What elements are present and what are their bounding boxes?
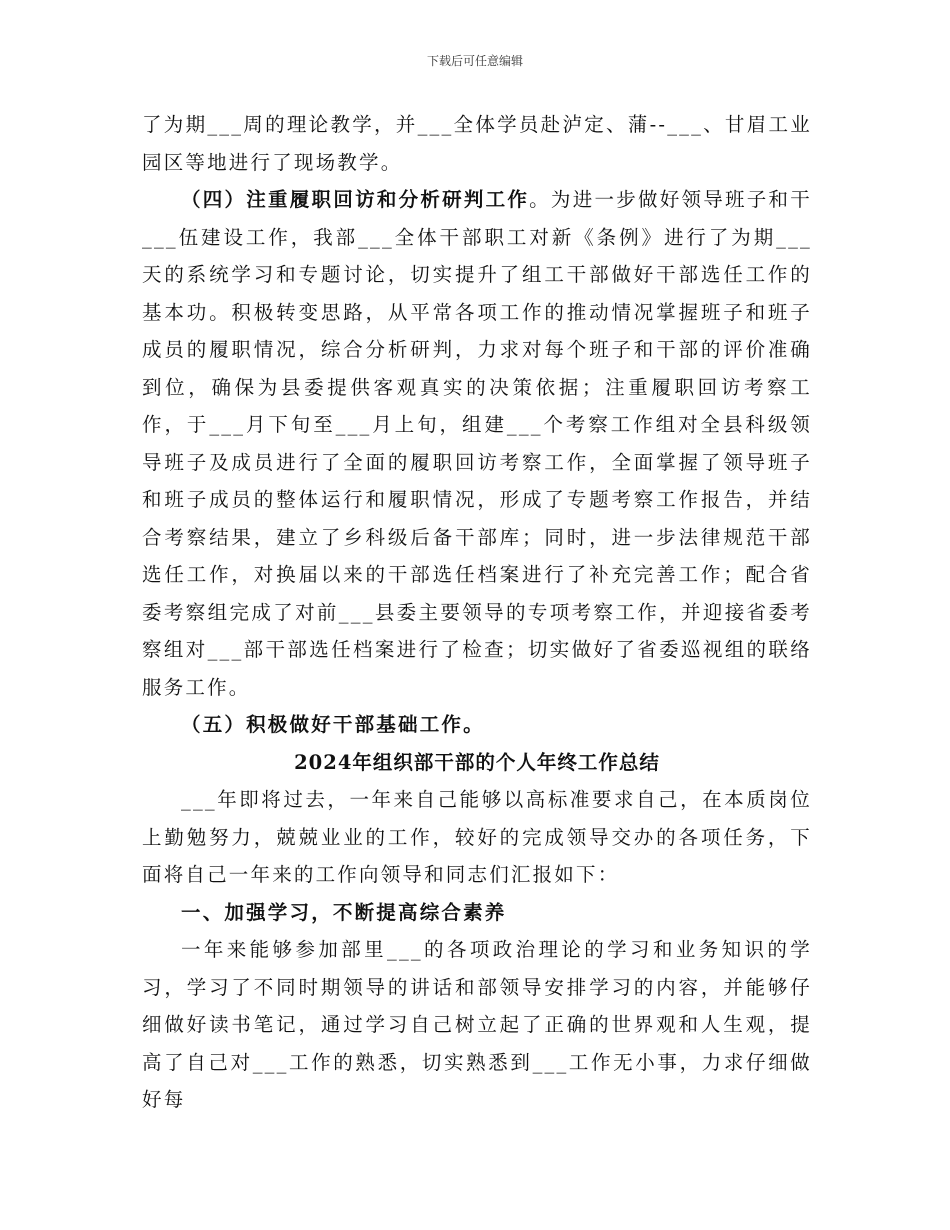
document-title: 2024年组织部干部的个人年终工作总结 <box>294 750 660 774</box>
heading-one: 一、加强学习，不断提高综合素养 <box>181 900 507 924</box>
document-body <box>142 106 812 1119</box>
intro-paragraph: ___年即将过去，一年来自己能够以高标准要求自己，在本质岗位上勤勉努力，兢兢业业的工作，较好的完成领导交办的各项任务，下面将自己一年来的工作向领导和同志们汇报如下： <box>142 788 812 886</box>
section-five-heading: （五）积极做好干部基础工作。 <box>181 713 485 736</box>
section-four-heading: （四）注重履职回访和分析研判工作 <box>181 188 530 211</box>
paragraph-section-four <box>142 181 812 706</box>
paragraph-continued: 了为期___周的理论教学，并___全体学员赴泸定、蒲--___、甘眉工业园区等地进行了现场教学。 <box>142 113 812 174</box>
section-four-body: 。为进一步做好领导班子和干___伍建设工作，我部___全体干部职工对新《条例》进行了为期___天的系统学习和专题讨论，切实提升了组工干部做好干部选任工作的基本功。积极转变思路，从平常各项工作的推动情况掌握班子和班子成员的履职情况，综合分析研判，力求对每个班子和干部的评价准确到位，确保为县委提供客观真实的决策依据；注重履职回访考察工作，于___月下旬至___月上旬，组建___个考察工作组对全县科级领导班子及成员进行了全面的履职回访考察工作，全面掌握了领导班子和班子成员的整体运行和履职情况，形成了专题考察工作报告，并结合考察结果，建立了乡科级后备干部库；同时，进一步法律规范干部选任工作，对换届以来的干部选任档案进行了补充完善工作；配合省委考察组完成了对前___县委主要领导的专项考察工作，并迎接省委考察组对___部干部选任档案进行了检查；切实做好了省委巡视组的联络服务工作。 <box>142 188 812 699</box>
body-paragraph-one: 一年来能够参加部里___的各项政治理论的学习和业务知识的学习，学习了不同时期领导的讲话和部领导安排学习的内容，并能够仔细做好读书笔记，通过学习自己树立起了正确的世界观和人生观，提高了自己对___工作的熟悉，切实熟悉到___工作无小事，力求仔细做好每 <box>142 938 812 1111</box>
page-header: 下载后可任意编辑 <box>426 54 523 68</box>
